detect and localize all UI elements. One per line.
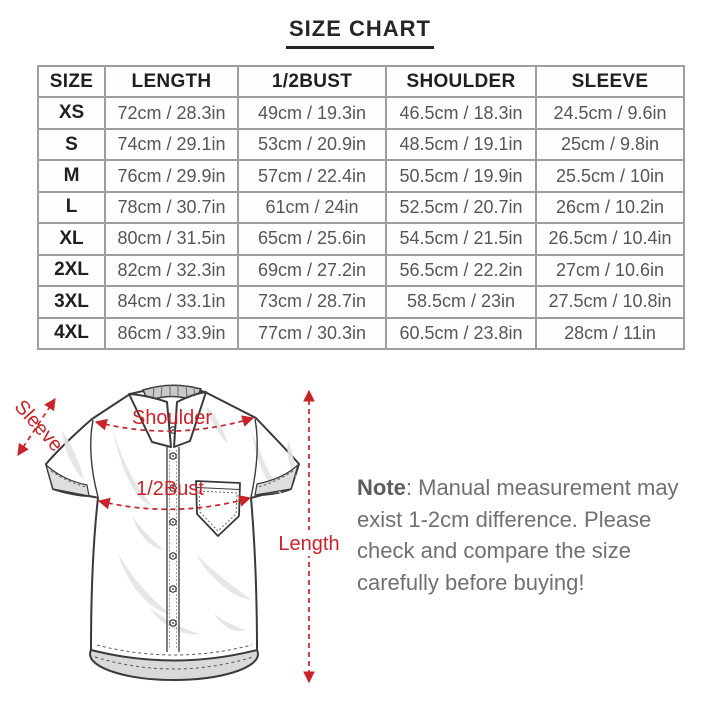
measurement-cell: 24.5cm / 9.6in (536, 97, 684, 128)
size-cell: S (38, 129, 105, 160)
measurement-cell: 73cm / 28.7in (238, 286, 386, 317)
size-cell: XL (38, 223, 105, 254)
page-title (0, 16, 720, 49)
measurement-cell: 52.5cm / 20.7in (386, 192, 536, 223)
table-row (38, 160, 684, 191)
measurement-cell: 53cm / 20.9in (238, 129, 386, 160)
sleeve-label: Sleeve (9, 395, 68, 457)
measurement-cell: 77cm / 30.3in (238, 318, 386, 350)
measurement-cell: 48.5cm / 19.1in (386, 129, 536, 160)
measurement-cell: 78cm / 30.7in (105, 192, 238, 223)
measurement-cell: 28cm / 11in (536, 318, 684, 350)
note-line (357, 472, 692, 504)
size-cell: XS (38, 97, 105, 128)
page-title-text: SIZE CHART (286, 16, 434, 49)
size-cell: 3XL (38, 286, 105, 317)
measurement-cell: 80cm / 31.5in (105, 223, 238, 254)
length-label: Length (278, 533, 340, 555)
measurement-cell: 25.5cm / 10in (536, 160, 684, 191)
measurement-cell: 69cm / 27.2in (238, 255, 386, 286)
note-line: carefully before buying! (357, 569, 585, 595)
measurement-cell: 65cm / 25.6in (238, 223, 386, 254)
bust-label: 1/2Bust (136, 478, 204, 500)
measurement-cell: 58.5cm / 23in (386, 286, 536, 317)
table-row (38, 129, 684, 160)
size-table (37, 65, 685, 350)
measurement-cell: 82cm / 32.3in (105, 255, 238, 286)
column-header-length: LENGTH (105, 66, 238, 97)
column-header-sleeve: SLEEVE (536, 66, 684, 97)
button-icon (170, 586, 176, 592)
size-cell: 2XL (38, 255, 105, 286)
note-text (357, 472, 692, 598)
measurement-cell: 26.5cm / 10.4in (536, 223, 684, 254)
measurement-cell: 74cm / 29.1in (105, 129, 238, 160)
note-line: exist 1-2cm difference. Please (357, 506, 652, 532)
measurement-cell: 72cm / 28.3in (105, 97, 238, 128)
measurement-cell: 60.5cm / 23.8in (386, 318, 536, 350)
button-icon (170, 519, 176, 525)
note-label: Note (357, 475, 406, 500)
measurement-cell: 49cm / 19.3in (238, 97, 386, 128)
note-line-rest: : Manual measurement may (405, 475, 679, 500)
size-cell: M (38, 160, 105, 191)
table-header-row (38, 66, 684, 97)
button-icon (170, 553, 176, 559)
measurement-cell: 50.5cm / 19.9in (386, 160, 536, 191)
measurement-cell: 54.5cm / 21.5in (386, 223, 536, 254)
table-row (38, 223, 684, 254)
button-icon (170, 453, 176, 459)
column-header-size: SIZE (38, 66, 105, 97)
measurement-cell: 57cm / 22.4in (238, 160, 386, 191)
measurement-cell: 46.5cm / 18.3in (386, 97, 536, 128)
column-header-shoulder: SHOULDER (386, 66, 536, 97)
measurement-cell: 61cm / 24in (238, 192, 386, 223)
measurement-cell: 27cm / 10.6in (536, 255, 684, 286)
table-row (38, 255, 684, 286)
column-header-bust: 1/2BUST (238, 66, 386, 97)
shirt-diagram (0, 358, 360, 718)
table-row (38, 318, 684, 350)
measurement-cell: 76cm / 29.9in (105, 160, 238, 191)
measurement-cell: 84cm / 33.1in (105, 286, 238, 317)
size-cell: L (38, 192, 105, 223)
measurement-cell: 86cm / 33.9in (105, 318, 238, 350)
measurement-cell: 56.5cm / 22.2in (386, 255, 536, 286)
table-row (38, 97, 684, 128)
note-line: check and compare the size (357, 538, 631, 563)
size-cell: 4XL (38, 318, 105, 350)
shoulder-label: Shoulder (131, 407, 213, 429)
button-icon (170, 620, 176, 626)
measurement-cell: 27.5cm / 10.8in (536, 286, 684, 317)
table-row (38, 192, 684, 223)
table-row (38, 286, 684, 317)
measurement-cell: 25cm / 9.8in (536, 129, 684, 160)
measurement-cell: 26cm / 10.2in (536, 192, 684, 223)
